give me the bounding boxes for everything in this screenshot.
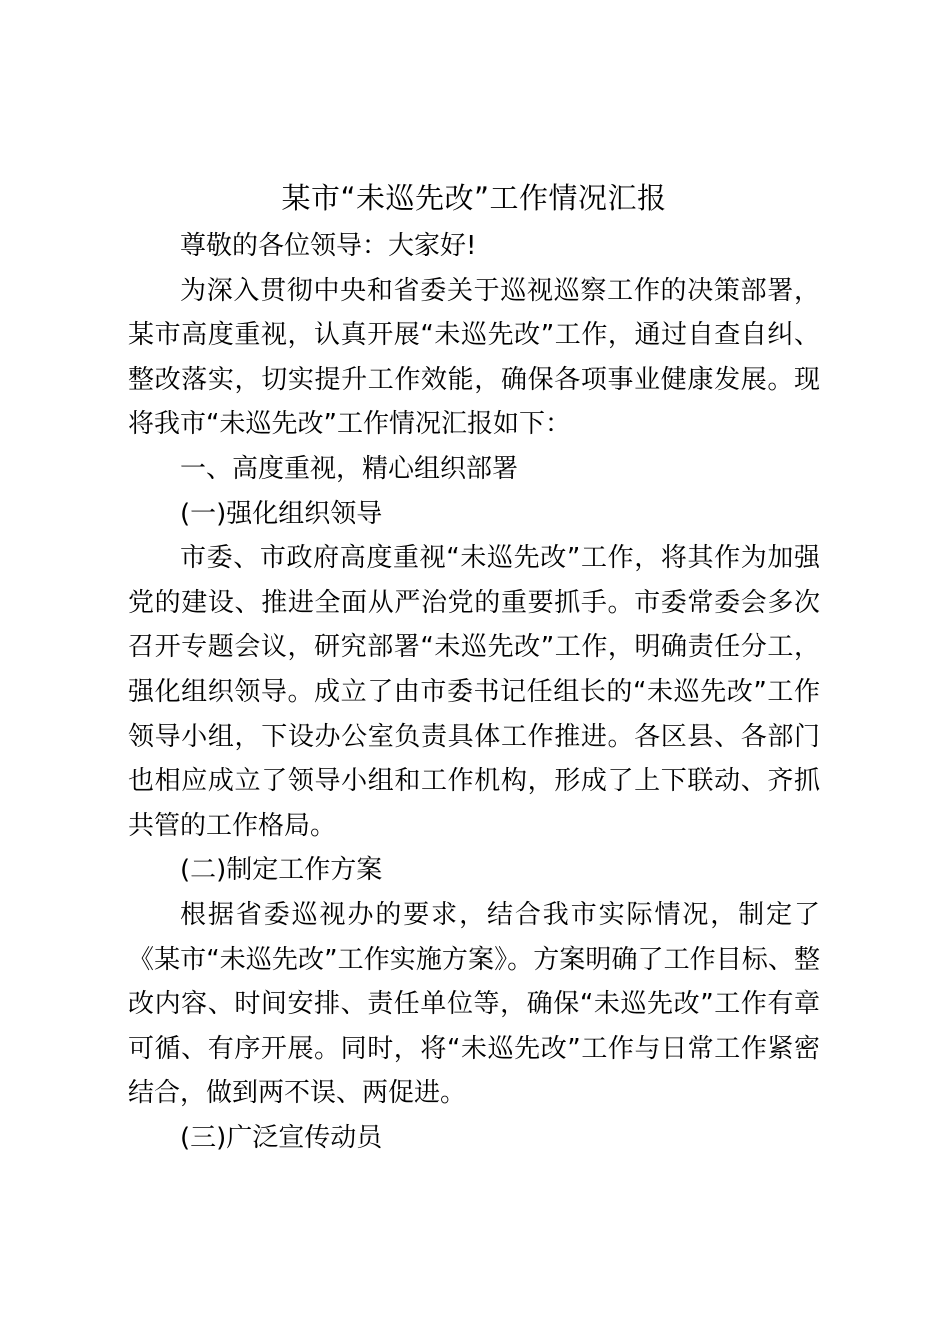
document-page — [128, 176, 820, 1160]
document-title: 某市“未巡先改”工作情况汇报 — [281, 181, 667, 215]
greeting: 尊敬的各位领导：大家好! — [180, 231, 477, 261]
subsection-2-body: 根据省委巡视办的要求，结合我市实际情况，制定了《某市“未巡先改”工作实施方案》。方案明确了工作目标、整改内容、时间安排、责任单位等，确保“未巡先改”工作有章可循、有序开展。同时，将“未巡先改”工作与日常工作紧密结合，做到两不误、两促进。 — [128, 899, 820, 1109]
subsection-1-heading: (一)强化组织领导 — [180, 498, 383, 529]
subsection-1-body: 市委、市政府高度重视“未巡先改”工作，将其作为加强党的建设、推进全面从严治党的重要抓手。市委常委会多次召开专题会议，研究部署“未巡先改”工作，明确责任分工，强化组织领导。成立了由市委书记任组长的“未巡先改”工作领导小组，下设办公室负责具体工作推进。各区县、各部门也相应成立了领导小组和工作机构，形成了上下联动、齐抓共管的工作格局。 — [128, 543, 820, 841]
intro-paragraph: 为深入贯彻中央和省委关于巡视巡察工作的决策部署，某市高度重视，认真开展“未巡先改”工作，通过自查自纠、整改落实，切实提升工作效能，确保各项事业健康发展。现将我市“未巡先改”工作情况汇报如下： — [128, 275, 820, 440]
section-1-heading: 一、高度重视，精心组织部署 — [180, 453, 519, 484]
subsection-2-heading: (二)制定工作方案 — [180, 855, 383, 886]
subsection-3-heading: (三)广泛宣传动员 — [180, 1122, 383, 1153]
